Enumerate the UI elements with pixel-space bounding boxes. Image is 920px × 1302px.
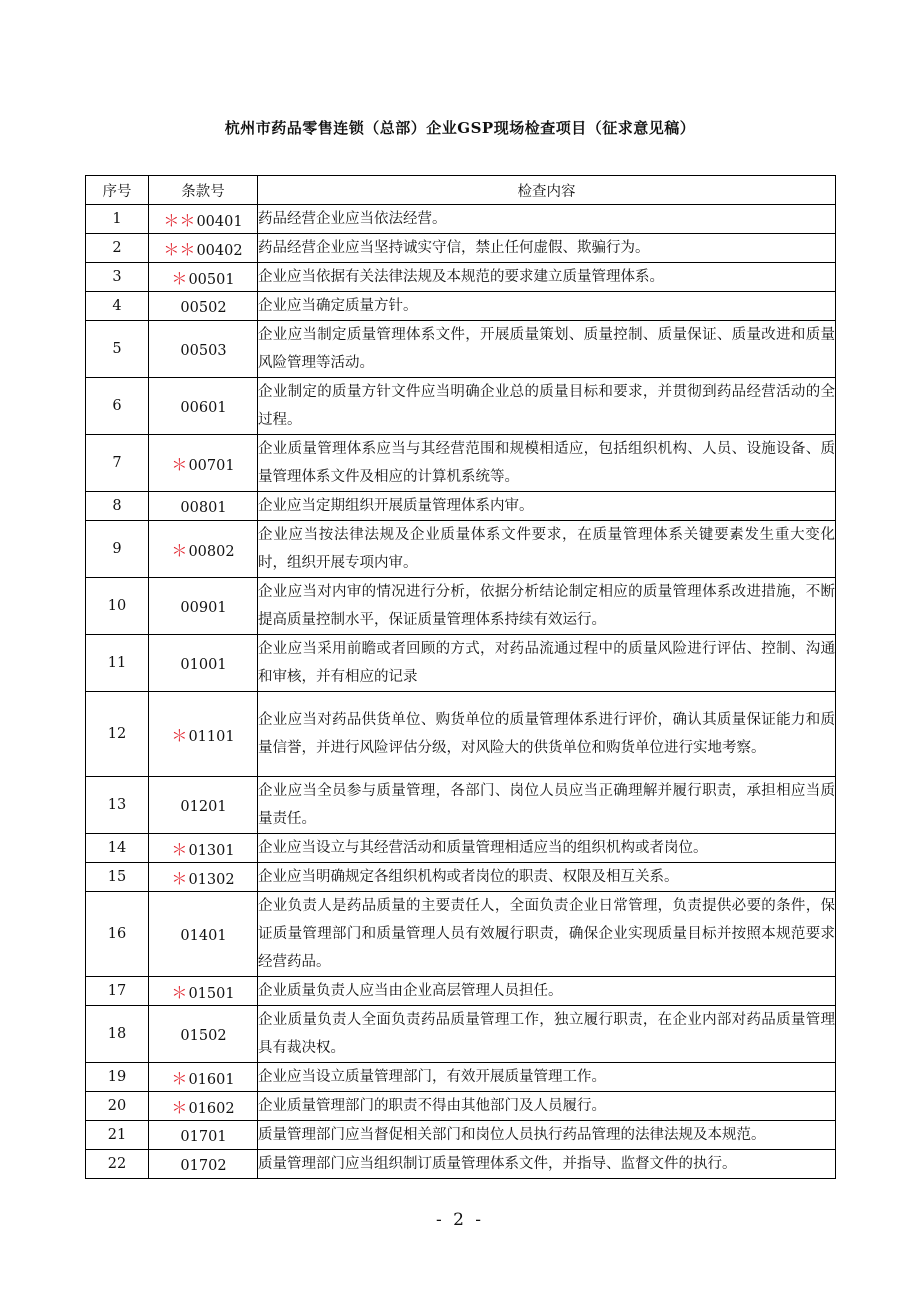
clause-code: 01701 bbox=[180, 1128, 227, 1145]
row-clause bbox=[149, 521, 258, 578]
row-seq: 6 bbox=[86, 378, 149, 435]
row-clause bbox=[149, 1063, 258, 1092]
row-content: 企业应当设立质量管理部门，有效开展质量管理工作。 bbox=[258, 1063, 836, 1092]
clause-code: 01501 bbox=[188, 985, 235, 1002]
key-item-star-marker: ＊ bbox=[171, 1068, 188, 1088]
table-row bbox=[86, 892, 836, 977]
row-content: 企业应当按法律法规及企业质量体系文件要求，在质量管理体系关键要素发生重大变化时，组织开展专项内审。 bbox=[258, 521, 836, 578]
header-seq: 序号 bbox=[86, 176, 149, 205]
clause-code: 01602 bbox=[188, 1100, 235, 1117]
row-content: 药品经营企业应当坚持诚实守信，禁止任何虚假、欺骗行为。 bbox=[258, 234, 836, 263]
row-seq: 9 bbox=[86, 521, 149, 578]
key-item-star-marker: ＊ bbox=[171, 268, 188, 288]
row-clause bbox=[149, 492, 258, 521]
row-content: 企业应当明确规定各组织机构或者岗位的职责、权限及相互关系。 bbox=[258, 863, 836, 892]
row-clause bbox=[149, 234, 258, 263]
row-content: 企业应当对内审的情况进行分析，依据分析结论制定相应的质量管理体系改进措施，不断提高质量控制水平，保证质量管理体系持续有效运行。 bbox=[258, 578, 836, 635]
row-clause bbox=[149, 321, 258, 378]
row-clause bbox=[149, 1150, 258, 1179]
key-item-star-marker: ＊＊ bbox=[163, 239, 196, 259]
key-item-star-marker: ＊ bbox=[171, 1097, 188, 1117]
row-clause bbox=[149, 292, 258, 321]
table-row bbox=[86, 578, 836, 635]
key-item-star-marker: ＊＊ bbox=[163, 210, 196, 230]
row-content: 企业应当依据有关法律法规及本规范的要求建立质量管理体系。 bbox=[258, 263, 836, 292]
row-seq: 15 bbox=[86, 863, 149, 892]
row-seq: 12 bbox=[86, 692, 149, 777]
row-content: 企业负责人是药品质量的主要责任人，全面负责企业日常管理，负责提供必要的条件，保证质量管理部门和质量管理人员有效履行职责，确保企业实现质量目标并按照本规范要求经营药品。 bbox=[258, 892, 836, 977]
table-row bbox=[86, 435, 836, 492]
page-number: - 2 - bbox=[435, 1210, 485, 1230]
row-seq: 2 bbox=[86, 234, 149, 263]
row-clause bbox=[149, 378, 258, 435]
table-row bbox=[86, 635, 836, 692]
clause-code: 00802 bbox=[188, 543, 235, 560]
clause-code: 00402 bbox=[196, 242, 243, 259]
clause-code: 01601 bbox=[188, 1071, 235, 1088]
row-seq: 1 bbox=[86, 205, 149, 234]
key-item-star-marker: ＊ bbox=[171, 868, 188, 888]
clause-code: 01302 bbox=[188, 871, 235, 888]
key-item-star-marker: ＊ bbox=[171, 839, 188, 859]
row-clause bbox=[149, 263, 258, 292]
table-row bbox=[86, 321, 836, 378]
row-seq: 13 bbox=[86, 777, 149, 834]
clause-code: 01301 bbox=[188, 842, 235, 859]
row-content: 企业质量管理部门的职责不得由其他部门及人员履行。 bbox=[258, 1092, 836, 1121]
inspection-table bbox=[85, 175, 836, 1179]
row-seq: 19 bbox=[86, 1063, 149, 1092]
clause-code: 00502 bbox=[180, 299, 227, 316]
table-row bbox=[86, 1121, 836, 1150]
row-seq: 17 bbox=[86, 977, 149, 1006]
key-item-star-marker: ＊ bbox=[171, 725, 188, 745]
clause-code: 01502 bbox=[180, 1027, 227, 1044]
clause-code: 01001 bbox=[180, 656, 227, 673]
row-seq: 8 bbox=[86, 492, 149, 521]
row-clause bbox=[149, 892, 258, 977]
clause-code: 00701 bbox=[188, 457, 235, 474]
table-header-row bbox=[86, 176, 836, 205]
table-row bbox=[86, 234, 836, 263]
table-row bbox=[86, 777, 836, 834]
row-seq: 22 bbox=[86, 1150, 149, 1179]
clause-code: 01401 bbox=[180, 927, 227, 944]
document-title: 杭州市药品零售连锁（总部）企业GSP现场检查项目（征求意见稿） bbox=[224, 119, 696, 137]
clause-code: 01702 bbox=[180, 1157, 227, 1174]
table-body bbox=[86, 205, 836, 1179]
row-seq: 11 bbox=[86, 635, 149, 692]
table-row bbox=[86, 863, 836, 892]
clause-code: 00401 bbox=[196, 213, 243, 230]
row-content: 质量管理部门应当督促相关部门和岗位人员执行药品管理的法律法规及本规范。 bbox=[258, 1121, 836, 1150]
row-content: 企业应当全员参与质量管理，各部门、岗位人员应当正确理解并履行职责，承担相应当质量责任。 bbox=[258, 777, 836, 834]
table-row bbox=[86, 492, 836, 521]
row-seq: 20 bbox=[86, 1092, 149, 1121]
row-clause bbox=[149, 1006, 258, 1063]
row-clause bbox=[149, 863, 258, 892]
clause-code: 01201 bbox=[180, 798, 227, 815]
row-content: 企业应当设立与其经营活动和质量管理相适应当的组织机构或者岗位。 bbox=[258, 834, 836, 863]
row-content: 企业质量负责人全面负责药品质量管理工作，独立履行职责，在企业内部对药品质量管理具有裁决权。 bbox=[258, 1006, 836, 1063]
row-content: 企业应当采用前瞻或者回顾的方式，对药品流通过程中的质量风险进行评估、控制、沟通和审核，并有相应的记录 bbox=[258, 635, 836, 692]
row-content: 企业应当对药品供货单位、购货单位的质量管理体系进行评价，确认其质量保证能力和质量信誉，并进行风险评估分级，对风险大的供货单位和购货单位进行实地考察。 bbox=[258, 692, 836, 777]
table-row bbox=[86, 1092, 836, 1121]
row-clause bbox=[149, 977, 258, 1006]
row-content: 企业质量负责人应当由企业高层管理人员担任。 bbox=[258, 977, 836, 1006]
header-content: 检查内容 bbox=[258, 176, 836, 205]
clause-code: 01101 bbox=[188, 728, 235, 745]
table-row bbox=[86, 292, 836, 321]
table-row bbox=[86, 521, 836, 578]
row-content: 质量管理部门应当组织制订质量管理体系文件，并指导、监督文件的执行。 bbox=[258, 1150, 836, 1179]
row-seq: 4 bbox=[86, 292, 149, 321]
row-seq: 10 bbox=[86, 578, 149, 635]
row-clause bbox=[149, 205, 258, 234]
key-item-star-marker: ＊ bbox=[171, 540, 188, 560]
row-content: 企业质量管理体系应当与其经营范围和规模相适应，包括组织机构、人员、设施设备、质量管理体系文件及相应的计算机系统等。 bbox=[258, 435, 836, 492]
row-content: 企业应当确定质量方针。 bbox=[258, 292, 836, 321]
row-content: 企业制定的质量方针文件应当明确企业总的质量目标和要求，并贯彻到药品经营活动的全过程。 bbox=[258, 378, 836, 435]
table-row bbox=[86, 1063, 836, 1092]
row-seq: 21 bbox=[86, 1121, 149, 1150]
table-row bbox=[86, 834, 836, 863]
row-clause bbox=[149, 635, 258, 692]
row-clause bbox=[149, 692, 258, 777]
row-seq: 14 bbox=[86, 834, 149, 863]
table-row bbox=[86, 205, 836, 234]
clause-code: 00501 bbox=[188, 271, 235, 288]
clause-code: 00801 bbox=[180, 499, 227, 516]
row-content: 企业应当制定质量管理体系文件，开展质量策划、质量控制、质量保证、质量改进和质量风险管理等活动。 bbox=[258, 321, 836, 378]
row-clause bbox=[149, 1092, 258, 1121]
row-seq: 5 bbox=[86, 321, 149, 378]
table-row bbox=[86, 378, 836, 435]
table-row bbox=[86, 692, 836, 777]
row-seq: 16 bbox=[86, 892, 149, 977]
row-clause bbox=[149, 777, 258, 834]
row-clause bbox=[149, 834, 258, 863]
row-seq: 3 bbox=[86, 263, 149, 292]
table-row bbox=[86, 263, 836, 292]
table-row bbox=[86, 977, 836, 1006]
header-clause: 条款号 bbox=[149, 176, 258, 205]
row-clause bbox=[149, 1121, 258, 1150]
table-row bbox=[86, 1006, 836, 1063]
clause-code: 00601 bbox=[180, 399, 227, 416]
clause-code: 00503 bbox=[180, 342, 227, 359]
row-content: 企业应当定期组织开展质量管理体系内审。 bbox=[258, 492, 836, 521]
key-item-star-marker: ＊ bbox=[171, 454, 188, 474]
row-seq: 18 bbox=[86, 1006, 149, 1063]
clause-code: 00901 bbox=[180, 599, 227, 616]
table-row bbox=[86, 1150, 836, 1179]
key-item-star-marker: ＊ bbox=[171, 982, 188, 1002]
row-clause bbox=[149, 578, 258, 635]
row-clause bbox=[149, 435, 258, 492]
row-seq: 7 bbox=[86, 435, 149, 492]
row-content: 药品经营企业应当依法经营。 bbox=[258, 205, 836, 234]
